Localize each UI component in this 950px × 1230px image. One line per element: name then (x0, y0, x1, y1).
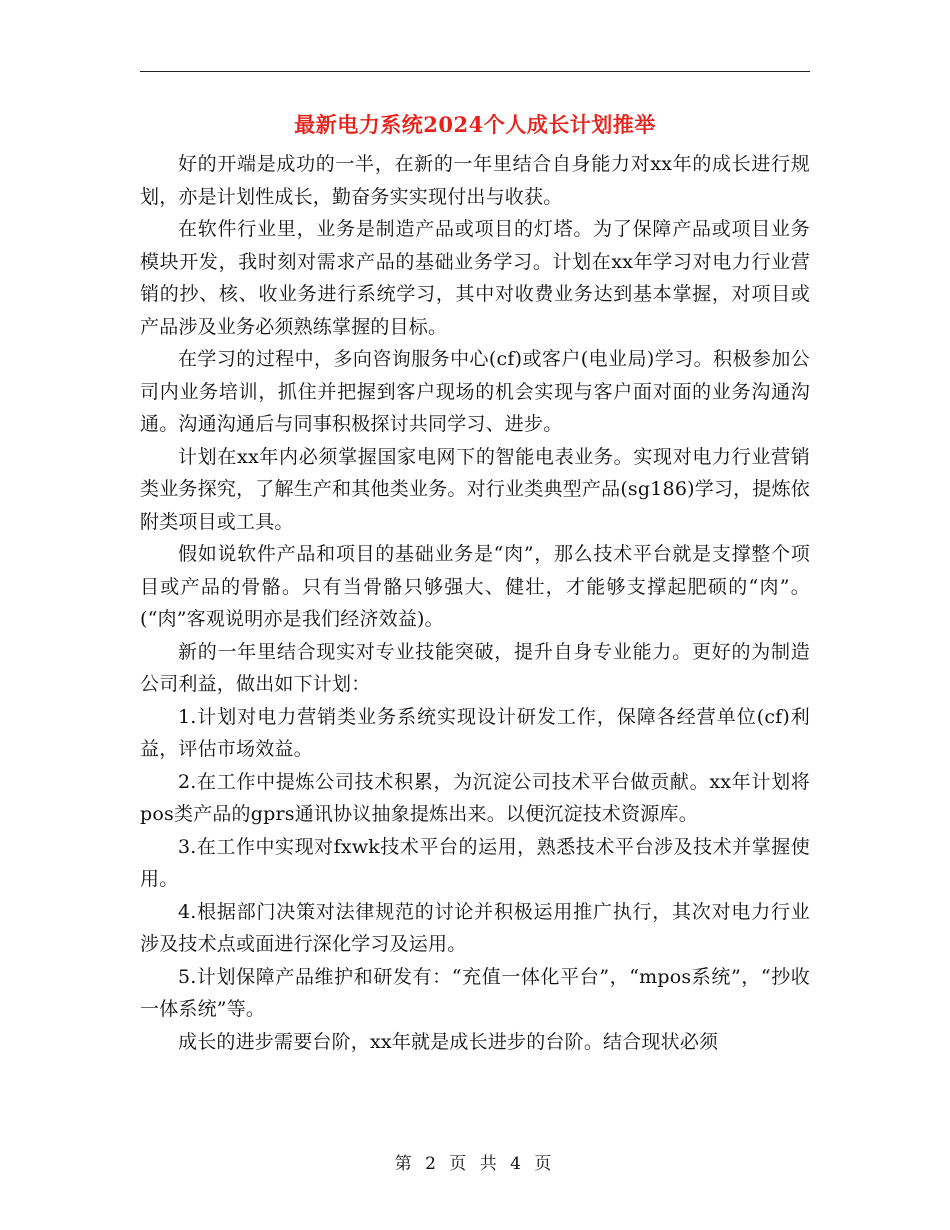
list-item-5: 5.计划保障产品维护和研发有：“充值一体化平台”，“mpos系统”，“抄收一体系统”等。 (140, 965, 810, 1020)
list-item-4: 4.根据部门决策对法律规范的讨论并积极运用推广执行，其次对电力行业涉及技术点或面进行深化学习及运用。 (140, 900, 810, 955)
page-footer: 第 2 页 共 4 页 (394, 1154, 556, 1174)
paragraph-5: 假如说软件产品和项目的基础业务是“肉”，那么技术平台就是支撑整个项目或产品的骨骼。只有当骨骼只够强大、健壮，才能够支撑起肥硕的“肉”。(“肉”客观说明亦是我们经济效益)。 (140, 543, 810, 630)
paragraph-1: 好的开端是成功的一半，在新的一年里结合自身能力对xx年的成长进行规划，亦是计划性成长，勤奋务实实现付出与收获。 (140, 153, 810, 208)
list-item-2: 2.在工作中提炼公司技术积累，为沉淀公司技术平台做贡献。xx年计划将 pos类产品的gprs通讯协议抽象提炼出来。以便沉淀技术资源库。 (140, 770, 810, 825)
list-item-1: 1.计划对电力营销类业务系统实现设计研发工作，保障各经营单位(cf)利益，评估市场效益。 (140, 705, 810, 760)
document-body (140, 148, 810, 1058)
document-title: 最新电力系统2024个人成长计划推举 (294, 112, 656, 137)
paragraph-6: 新的一年里结合现实对专业技能突破，提升自身专业能力。更好的为制造公司利益，做出如下计划： (140, 640, 810, 695)
paragraph-2: 在软件行业里，业务是制造产品或项目的灯塔。为了保障产品或项目业务模块开发，我时刻对需求产品的基础业务学习。计划在xx年学习对电力行业营销的抄、核、收业务进行系统学习，其中对收费业务达到基本掌握，对项目或产品涉及业务必须熟练掌握的目标。 (140, 218, 810, 338)
header-rule (140, 71, 810, 72)
list-item-3: 3.在工作中实现对fxwk技术平台的运用，熟悉技术平台涉及技术并掌握使用。 (140, 835, 810, 890)
paragraph-7: 成长的进步需要台阶，xx年就是成长进步的台阶。结合现状必须 (178, 1030, 719, 1053)
paragraph-4: 计划在xx年内必须掌握国家电网下的智能电表业务。实现对电力行业营销类业务探究，了解生产和其他类业务。对行业类典型产品(sg186)学习，提炼依附类项目或工具。 (140, 445, 810, 533)
paragraph-3: 在学习的过程中，多向咨询服务中心(cf)或客户(电业局)学习。积极参加公司内业务培训，抓住并把握到客户现场的机会实现与客户面对面的业务沟通沟通。沟通沟通后与同事积极探讨共同学习、进步。 (140, 348, 810, 435)
